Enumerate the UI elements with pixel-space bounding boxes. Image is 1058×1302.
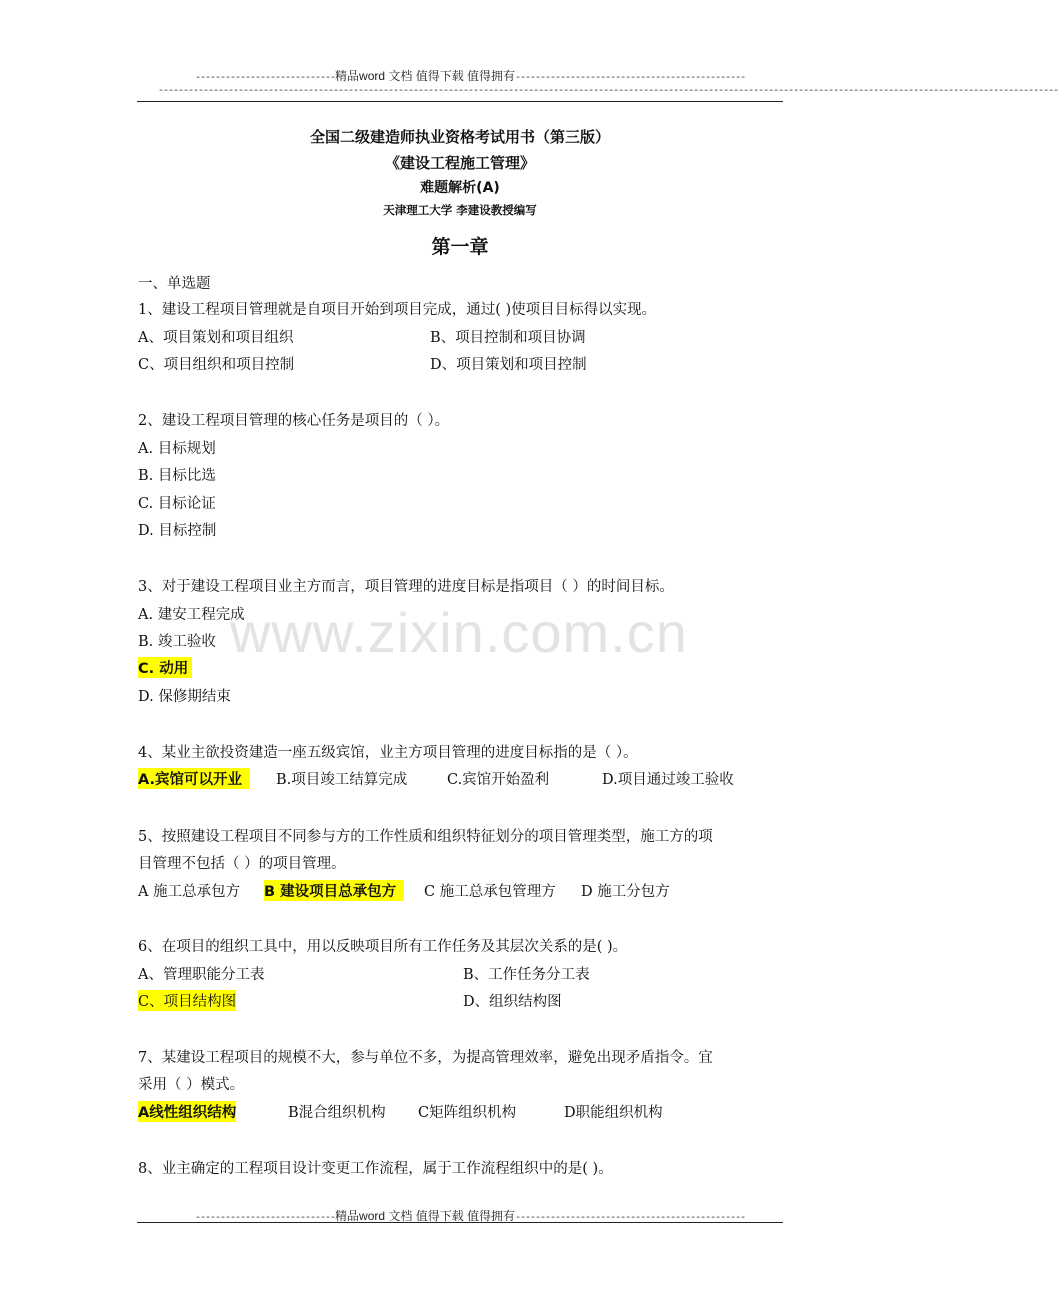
option-c: C 施工总承包管理方 [424, 884, 556, 900]
option-d: D、组织结构图 [463, 994, 562, 1010]
header-text: 精品word 文档 值得下载 值得拥有 [335, 69, 516, 83]
option-d: D、项目策划和项目控制 [430, 357, 587, 373]
option-d: D 施工分包方 [581, 884, 670, 900]
question-stem-line2: 采用（ ）模式。 [138, 1077, 245, 1093]
option-a-answer: A.宾馆可以开业 [138, 768, 250, 789]
footer-rule [137, 1222, 783, 1223]
option-d: D. 目标控制 [138, 523, 217, 539]
question-stem: 8、业主确定的工程项目设计变更工作流程，属于工作流程组织中的是( )。 [138, 1161, 613, 1177]
option-d: D. 保修期结束 [138, 689, 231, 705]
option-b-answer: B 建设项目总承包方 [264, 880, 404, 901]
question-stem-line2: 目管理不包括（ ）的项目管理。 [138, 856, 346, 872]
header-dash-right: ---------------------------------------------- [515, 73, 746, 84]
option-b: B. 竣工验收 [138, 634, 216, 650]
option-a: A. 建安工程完成 [138, 607, 245, 623]
header-dash-left: ---------------------------- [195, 73, 336, 84]
header-dash-line: ------------------------------------------------------------------------------------------------------------------------------------------------------------------------------------ [158, 86, 1058, 97]
option-c-answer: C. 动用 [138, 657, 192, 678]
option-b: B、工作任务分工表 [463, 967, 590, 983]
question-stem: 6、在项目的组织工具中，用以反映项目所有工作任务及其层次关系的是( )。 [138, 939, 628, 955]
option-d: D职能组织机构 [564, 1105, 663, 1121]
option-c: C、项目组织和项目控制 [138, 357, 295, 373]
book-title: 全国二级建造师执业资格考试用书（第三版） [309, 128, 610, 146]
option-d: D.项目通过竣工验收 [602, 772, 734, 788]
option-c: C矩阵组织机构 [418, 1105, 517, 1121]
option-a: A、项目策划和项目组织 [138, 330, 294, 346]
footer-dash-left: ---------------------------- [195, 1213, 336, 1224]
book-subtitle: 《建设工程施工管理》 [384, 154, 535, 172]
option-a: A、管理职能分工表 [138, 967, 265, 983]
question-stem: 3、对于建设工程项目业主方而言，项目管理的进度目标是指项目（ ）的时间目标。 [138, 579, 674, 595]
doc-title: 难题解析(A) [420, 180, 500, 196]
question-stem: 2、建设工程项目管理的核心任务是项目的（ ）。 [138, 413, 450, 429]
chapter-heading: 第一章 [431, 236, 489, 258]
question-stem-line1: 7、某建设工程项目的规模不大，参与单位不多，为提高管理效率，避免出现矛盾指令。宜 [138, 1050, 713, 1066]
question-stem: 1、建设工程项目管理就是自项目开始到项目完成，通过( )使项目目标得以实现。 [138, 302, 657, 318]
footer-text: 精品word 文档 值得下载 值得拥有 [335, 1209, 516, 1223]
footer-dash-right: ---------------------------------------------- [515, 1213, 746, 1224]
option-b: B.项目竣工结算完成 [276, 772, 408, 788]
option-a: A. 目标规划 [138, 441, 216, 457]
page-header [195, 67, 745, 84]
option-b: B. 目标比选 [138, 468, 216, 484]
option-c-answer: C、项目结构图 [138, 990, 236, 1011]
question-stem-line1: 5、按照建设工程项目不同参与方的工作性质和组织特征划分的项目管理类型，施工方的项 [138, 829, 713, 845]
option-b: B、项目控制和项目协调 [430, 330, 586, 346]
option-c: C.宾馆开始盈利 [447, 772, 550, 788]
header-rule [137, 101, 783, 102]
option-b: B混合组织机构 [288, 1105, 386, 1121]
section-heading: 一、单选题 [138, 276, 211, 292]
watermark: www.zixin.com.cn [230, 601, 688, 664]
option-a-answer: A线性组织结构 [138, 1101, 236, 1122]
option-a: A 施工总承包方 [138, 884, 241, 900]
option-c: C. 目标论证 [138, 496, 216, 512]
author-line: 天津理工大学 李建设教授编写 [383, 203, 537, 217]
question-stem: 4、某业主欲投资建造一座五级宾馆，业主方项目管理的进度目标指的是（ ）。 [138, 745, 638, 761]
